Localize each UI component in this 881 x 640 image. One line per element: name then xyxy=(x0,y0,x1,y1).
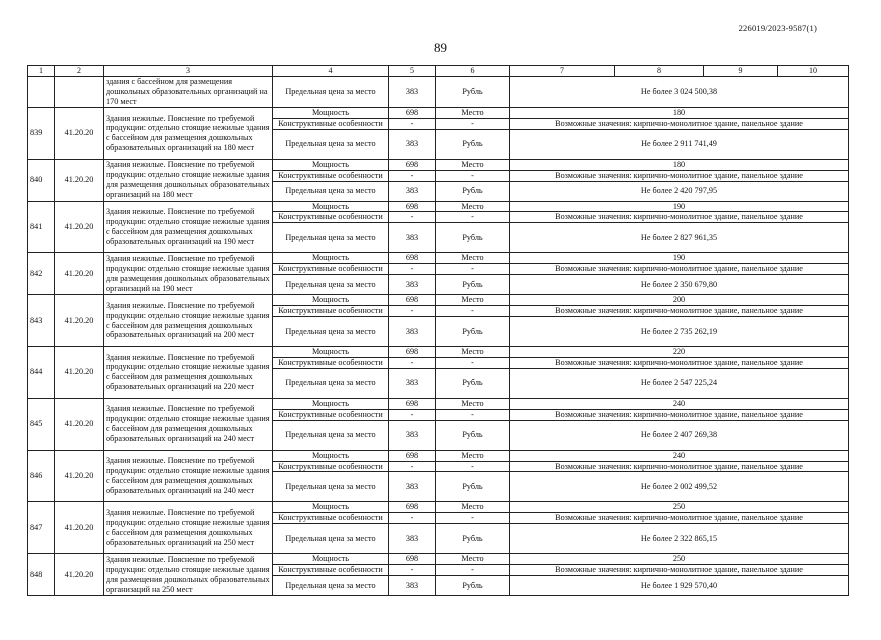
table-row xyxy=(28,201,849,212)
characteristic-cell: Предельная цена за место xyxy=(273,472,389,502)
characteristic-cell: Предельная цена за место xyxy=(273,368,389,398)
characteristic-cell: Конструктивные особенности xyxy=(273,357,389,368)
characteristic-cell: Конструктивные особенности xyxy=(273,409,389,420)
okpd-code-cell: 41.20.20 xyxy=(55,502,104,554)
value-cell: Возможные значения: кирпично-монолитное здание, панельное здание xyxy=(510,357,849,368)
characteristic-cell: Конструктивные особенности xyxy=(273,461,389,472)
value-cell: Не более 1 929 570,40 xyxy=(510,576,849,596)
unit-cell: - xyxy=(436,264,510,275)
okpd-code-cell: 41.20.20 xyxy=(55,398,104,450)
okei-code-cell: - xyxy=(389,170,436,181)
value-cell: Не более 2 350 679,80 xyxy=(510,275,849,295)
okei-code-cell: 383 xyxy=(389,181,436,201)
characteristic-cell: Мощность xyxy=(273,159,389,170)
table-row xyxy=(28,398,849,409)
characteristic-cell: Конструктивные особенности xyxy=(273,170,389,181)
okei-code-cell: - xyxy=(389,513,436,524)
value-cell: Возможные значения: кирпично-монолитное здание, панельное здание xyxy=(510,461,849,472)
okei-code-cell: 383 xyxy=(389,129,436,159)
unit-cell: - xyxy=(436,461,510,472)
table-row xyxy=(28,346,849,357)
column-number: 2 xyxy=(55,66,104,77)
okei-code-cell: 698 xyxy=(389,295,436,306)
value-cell: 180 xyxy=(510,159,849,170)
characteristic-cell: Конструктивные особенности xyxy=(273,565,389,576)
unit-cell: - xyxy=(436,306,510,317)
characteristic-cell: Предельная цена за место xyxy=(273,76,389,107)
value-cell: Возможные значения: кирпично-монолитное здание, панельное здание xyxy=(510,212,849,223)
unit-cell: Место xyxy=(436,159,510,170)
unit-cell: Рубль xyxy=(436,223,510,253)
value-cell: 180 xyxy=(510,107,849,118)
characteristic-cell: Предельная цена за место xyxy=(273,275,389,295)
characteristic-cell: Предельная цена за место xyxy=(273,524,389,554)
value-cell: Не более 3 024 500,38 xyxy=(510,76,849,107)
column-number: 3 xyxy=(104,66,273,77)
table-row xyxy=(28,295,849,306)
characteristic-cell: Мощность xyxy=(273,398,389,409)
column-number: 7 xyxy=(510,66,615,77)
characteristic-cell: Конструктивные особенности xyxy=(273,212,389,223)
unit-cell: Рубль xyxy=(436,368,510,398)
okpd-code-cell: 41.20.20 xyxy=(55,253,104,295)
table-row xyxy=(28,107,849,118)
unit-cell: Место xyxy=(436,107,510,118)
unit-cell: - xyxy=(436,118,510,129)
value-cell: Не более 2 911 741,49 xyxy=(510,129,849,159)
table-row xyxy=(28,450,849,461)
characteristic-cell: Конструктивные особенности xyxy=(273,264,389,275)
okei-code-cell: 383 xyxy=(389,316,436,346)
okei-code-cell: 698 xyxy=(389,159,436,170)
okpd-code-cell: 41.20.20 xyxy=(55,554,104,596)
unit-cell: Место xyxy=(436,502,510,513)
okei-code-cell: 383 xyxy=(389,524,436,554)
table-row xyxy=(28,502,849,513)
value-cell: Не более 2 322 865,15 xyxy=(510,524,849,554)
okei-code-cell: - xyxy=(389,306,436,317)
unit-cell: - xyxy=(436,513,510,524)
row-number-cell: 839 xyxy=(28,107,55,159)
okei-code-cell: 698 xyxy=(389,107,436,118)
characteristic-cell: Мощность xyxy=(273,107,389,118)
okei-code-cell: 698 xyxy=(389,554,436,565)
table-row xyxy=(28,159,849,170)
value-cell: Не более 2 735 262,19 xyxy=(510,316,849,346)
value-cell: Возможные значения: кирпично-монолитное здание, панельное здание xyxy=(510,409,849,420)
okei-code-cell: 698 xyxy=(389,450,436,461)
product-name-cell: Здания нежилые. Пояснение по требуемой продукции: отдельно стоящие нежилые здания для размещения дошкольных образовательных организаций на 190 мест xyxy=(104,253,273,295)
value-cell: Не более 2 827 961,35 xyxy=(510,223,849,253)
value-cell: 240 xyxy=(510,450,849,461)
row-number-cell xyxy=(28,76,55,107)
okei-code-cell: - xyxy=(389,212,436,223)
row-number-cell: 847 xyxy=(28,502,55,554)
value-cell: Возможные значения: кирпично-монолитное здание, панельное здание xyxy=(510,264,849,275)
value-cell: Не более 2 547 225,24 xyxy=(510,368,849,398)
value-cell: Не более 2 002 499,52 xyxy=(510,472,849,502)
okei-code-cell: - xyxy=(389,461,436,472)
value-cell: Возможные значения: кирпично-монолитное здание, панельное здание xyxy=(510,513,849,524)
product-name-cell: Здания нежилые. Пояснение по требуемой продукции: отдельно стоящие нежилые здания с бассейном для размещения дошкольных образовательных организаций на 240 мест xyxy=(104,450,273,502)
characteristic-cell: Мощность xyxy=(273,201,389,212)
row-number-cell: 840 xyxy=(28,159,55,201)
unit-cell: Рубль xyxy=(436,420,510,450)
table-row-continued xyxy=(28,76,849,107)
column-number: 6 xyxy=(436,66,510,77)
characteristic-cell: Мощность xyxy=(273,253,389,264)
characteristic-cell: Мощность xyxy=(273,346,389,357)
product-name-cell: Здания нежилые. Пояснение по требуемой продукции: отдельно стоящие нежилые здания с бассейном для размещения дошкольных образовательных организаций на 200 мест xyxy=(104,295,273,347)
value-cell: 250 xyxy=(510,554,849,565)
row-number-cell: 842 xyxy=(28,253,55,295)
product-name-cell: Здания нежилые. Пояснение по требуемой продукции: отдельно стоящие нежилые здания с бассейном для размещения дошкольных образовательных организаций на 240 мест xyxy=(104,398,273,450)
unit-cell: Рубль xyxy=(436,275,510,295)
unit-cell: - xyxy=(436,409,510,420)
value-cell: Возможные значения: кирпично-монолитное здание, панельное здание xyxy=(510,306,849,317)
value-cell: Возможные значения: кирпично-монолитное здание, панельное здание xyxy=(510,565,849,576)
procurement-table xyxy=(27,65,849,596)
value-cell: Возможные значения: кирпично-монолитное здание, панельное здание xyxy=(510,118,849,129)
value-cell: 190 xyxy=(510,253,849,264)
unit-cell: Рубль xyxy=(436,181,510,201)
okei-code-cell: 383 xyxy=(389,275,436,295)
characteristic-cell: Предельная цена за место xyxy=(273,223,389,253)
value-cell: Не более 2 420 797,95 xyxy=(510,181,849,201)
column-number: 10 xyxy=(778,66,849,77)
product-name-cell: Здания нежилые. Пояснение по требуемой продукции: отдельно стоящие нежилые здания для размещения дошкольных образовательных организаций на 180 мест xyxy=(104,159,273,201)
characteristic-cell: Конструктивные особенности xyxy=(273,118,389,129)
unit-cell: - xyxy=(436,212,510,223)
unit-cell: Место xyxy=(436,398,510,409)
table-row xyxy=(28,554,849,565)
value-cell: 190 xyxy=(510,201,849,212)
table-row xyxy=(28,253,849,264)
row-number-cell: 844 xyxy=(28,346,55,398)
product-name-cell: здания с бассейном для размещения дошкольных образовательных организаций на 170 мест xyxy=(104,76,273,107)
okei-code-cell: 383 xyxy=(389,576,436,596)
column-number-row xyxy=(28,66,849,77)
row-number-cell: 843 xyxy=(28,295,55,347)
okpd-code-cell: 41.20.20 xyxy=(55,450,104,502)
okei-code-cell: 698 xyxy=(389,253,436,264)
row-number-cell: 848 xyxy=(28,554,55,596)
unit-cell: Место xyxy=(436,295,510,306)
unit-cell: Место xyxy=(436,346,510,357)
okei-code-cell: 698 xyxy=(389,502,436,513)
characteristic-cell: Предельная цена за место xyxy=(273,181,389,201)
okei-code-cell: - xyxy=(389,357,436,368)
okei-code-cell: 698 xyxy=(389,398,436,409)
characteristic-cell: Предельная цена за место xyxy=(273,420,389,450)
okei-code-cell: 698 xyxy=(389,201,436,212)
okpd-code-cell: 41.20.20 xyxy=(55,159,104,201)
row-number-cell: 846 xyxy=(28,450,55,502)
unit-cell: Рубль xyxy=(436,524,510,554)
okpd-code-cell: 41.20.20 xyxy=(55,201,104,253)
okei-code-cell: - xyxy=(389,565,436,576)
characteristic-cell: Предельная цена за место xyxy=(273,129,389,159)
column-number: 4 xyxy=(273,66,389,77)
characteristic-cell: Мощность xyxy=(273,295,389,306)
okei-code-cell: 383 xyxy=(389,472,436,502)
unit-cell: Рубль xyxy=(436,576,510,596)
value-cell: 200 xyxy=(510,295,849,306)
product-name-cell: Здания нежилые. Пояснение по требуемой продукции: отдельно стоящие нежилые здания с бассейном для размещения дошкольных образовательных организаций на 180 мест xyxy=(104,107,273,159)
unit-cell: Место xyxy=(436,253,510,264)
okei-code-cell: - xyxy=(389,409,436,420)
document-number: 226019/2023-9587(1) xyxy=(738,23,817,33)
okei-code-cell: 383 xyxy=(389,420,436,450)
characteristic-cell: Предельная цена за место xyxy=(273,316,389,346)
okei-code-cell: 383 xyxy=(389,223,436,253)
value-cell: 220 xyxy=(510,346,849,357)
unit-cell: Место xyxy=(436,450,510,461)
characteristic-cell: Мощность xyxy=(273,450,389,461)
characteristic-cell: Конструктивные особенности xyxy=(273,513,389,524)
product-name-cell: Здания нежилые. Пояснение по требуемой продукции: отдельно стоящие нежилые здания с бассейном для размещения дошкольных образовательных организаций на 190 мест xyxy=(104,201,273,253)
unit-cell: Рубль xyxy=(436,76,510,107)
characteristic-cell: Конструктивные особенности xyxy=(273,306,389,317)
column-number: 9 xyxy=(704,66,778,77)
value-cell: 250 xyxy=(510,502,849,513)
characteristic-cell: Мощность xyxy=(273,554,389,565)
okpd-code-cell: 41.20.20 xyxy=(55,107,104,159)
product-name-cell: Здания нежилые. Пояснение по требуемой продукции: отдельно стоящие нежилые здания для размещения дошкольных образовательных организаций на 250 мест xyxy=(104,554,273,596)
product-name-cell: Здания нежилые. Пояснение по требуемой продукции: отдельно стоящие нежилые здания с бассейном для размещения дошкольных образовательных организаций на 220 мест xyxy=(104,346,273,398)
unit-cell: Место xyxy=(436,201,510,212)
okei-code-cell: - xyxy=(389,264,436,275)
okpd-code-cell xyxy=(55,76,104,107)
okei-code-cell: 383 xyxy=(389,368,436,398)
row-number-cell: 845 xyxy=(28,398,55,450)
product-name-cell: Здания нежилые. Пояснение по требуемой продукции: отдельно стоящие нежилые здания с бассейном для размещения дошкольных образовательных организаций на 250 мест xyxy=(104,502,273,554)
page-number: 89 xyxy=(434,40,447,55)
unit-cell: - xyxy=(436,565,510,576)
unit-cell: Рубль xyxy=(436,316,510,346)
row-number-cell: 841 xyxy=(28,201,55,253)
unit-cell: - xyxy=(436,170,510,181)
unit-cell: Рубль xyxy=(436,472,510,502)
characteristic-cell: Мощность xyxy=(273,502,389,513)
okpd-code-cell: 41.20.20 xyxy=(55,346,104,398)
column-number: 5 xyxy=(389,66,436,77)
characteristic-cell: Предельная цена за место xyxy=(273,576,389,596)
column-number: 8 xyxy=(615,66,704,77)
unit-cell: - xyxy=(436,357,510,368)
value-cell: 240 xyxy=(510,398,849,409)
okei-code-cell: - xyxy=(389,118,436,129)
value-cell: Возможные значения: кирпично-монолитное здание, панельное здание xyxy=(510,170,849,181)
unit-cell: Рубль xyxy=(436,129,510,159)
okei-code-cell: 698 xyxy=(389,346,436,357)
value-cell: Не более 2 407 269,38 xyxy=(510,420,849,450)
okei-code-cell: 383 xyxy=(389,76,436,107)
okpd-code-cell: 41.20.20 xyxy=(55,295,104,347)
column-number: 1 xyxy=(28,66,55,77)
unit-cell: Место xyxy=(436,554,510,565)
